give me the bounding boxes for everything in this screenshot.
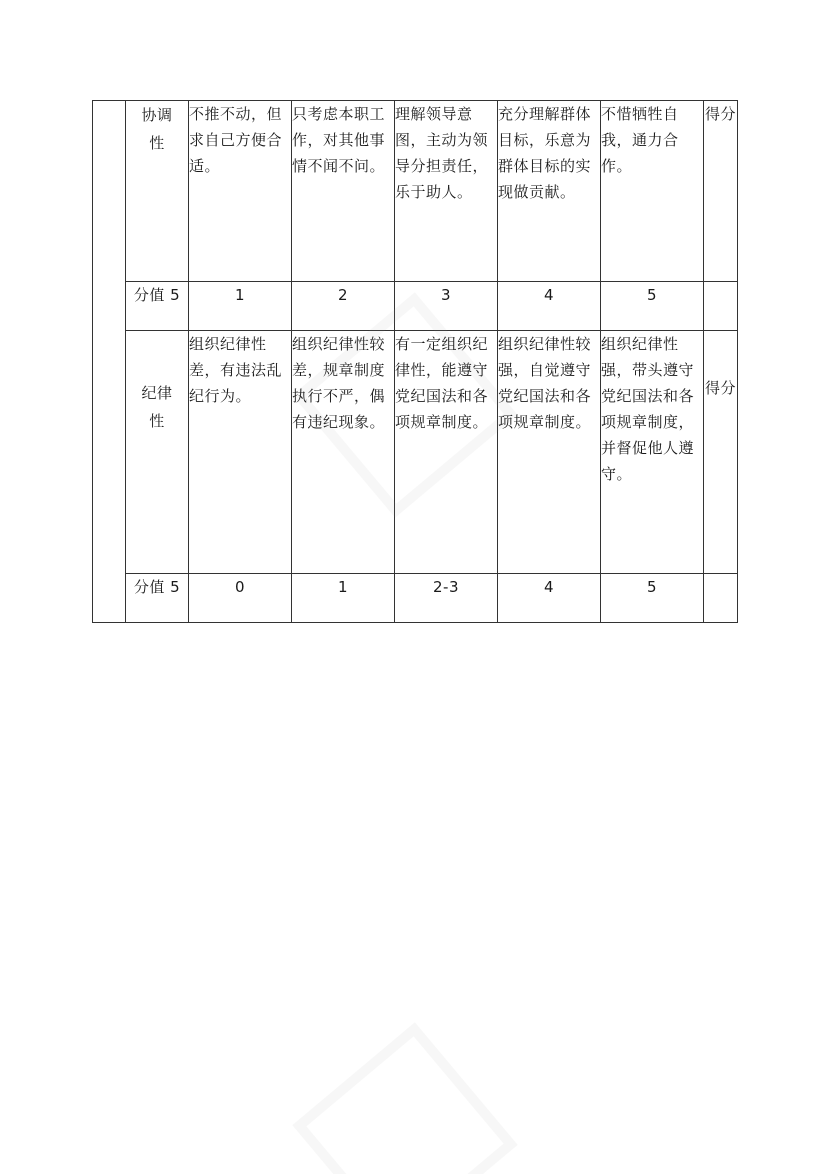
score-entry-cell[interactable] <box>704 282 738 331</box>
points-value: 5 <box>601 282 704 331</box>
description-cell: 充分理解群体目标，乐意为群体目标的实现做贡献。 <box>498 101 601 282</box>
score-entry-cell[interactable] <box>704 574 738 623</box>
category-cell <box>126 331 189 574</box>
points-value: 2-3 <box>395 574 498 623</box>
description-cell: 有一定组织纪律性，能遵守党纪国法和各项规章制度。 <box>395 331 498 574</box>
description-cell: 组织纪律性强，带头遵守党纪国法和各项规章制度，并督促他人遵守。 <box>601 331 704 574</box>
blank-margin-cell <box>93 101 126 623</box>
description-cell: 组织纪律性差，有违法乱纪行为。 <box>189 331 292 574</box>
category-label: 协调性 <box>141 106 173 152</box>
points-row <box>93 282 738 331</box>
description-cell: 不推不动，但求自己方便合适。 <box>189 101 292 282</box>
points-value: 4 <box>498 282 601 331</box>
points-value: 0 <box>189 574 292 623</box>
category-cell <box>126 101 189 282</box>
category-label: 纪律性 <box>141 384 173 430</box>
points-value: 3 <box>395 282 498 331</box>
points-label: 分值 5 <box>126 282 189 331</box>
criteria-row <box>93 331 738 574</box>
description-cell: 组织纪律性较强，自觉遵守党纪国法和各项规章制度。 <box>498 331 601 574</box>
points-row <box>93 574 738 623</box>
evaluation-table <box>92 100 738 623</box>
points-value: 1 <box>292 574 395 623</box>
description-cell: 理解领导意图，主动为领导分担责任，乐于助人。 <box>395 101 498 282</box>
points-label: 分值 5 <box>126 574 189 623</box>
description-cell: 组织纪律性较差，规章制度执行不严，偶有违纪现象。 <box>292 331 395 574</box>
points-value: 4 <box>498 574 601 623</box>
score-label-cell: 得分 <box>704 331 738 574</box>
description-cell: 不惜牺牲自我，通力合作。 <box>601 101 704 282</box>
points-value: 1 <box>189 282 292 331</box>
criteria-row <box>93 101 738 282</box>
description-cell: 只考虑本职工作，对其他事情不闻不问。 <box>292 101 395 282</box>
score-label-cell: 得分 <box>704 101 738 282</box>
points-value: 2 <box>292 282 395 331</box>
points-value: 5 <box>601 574 704 623</box>
